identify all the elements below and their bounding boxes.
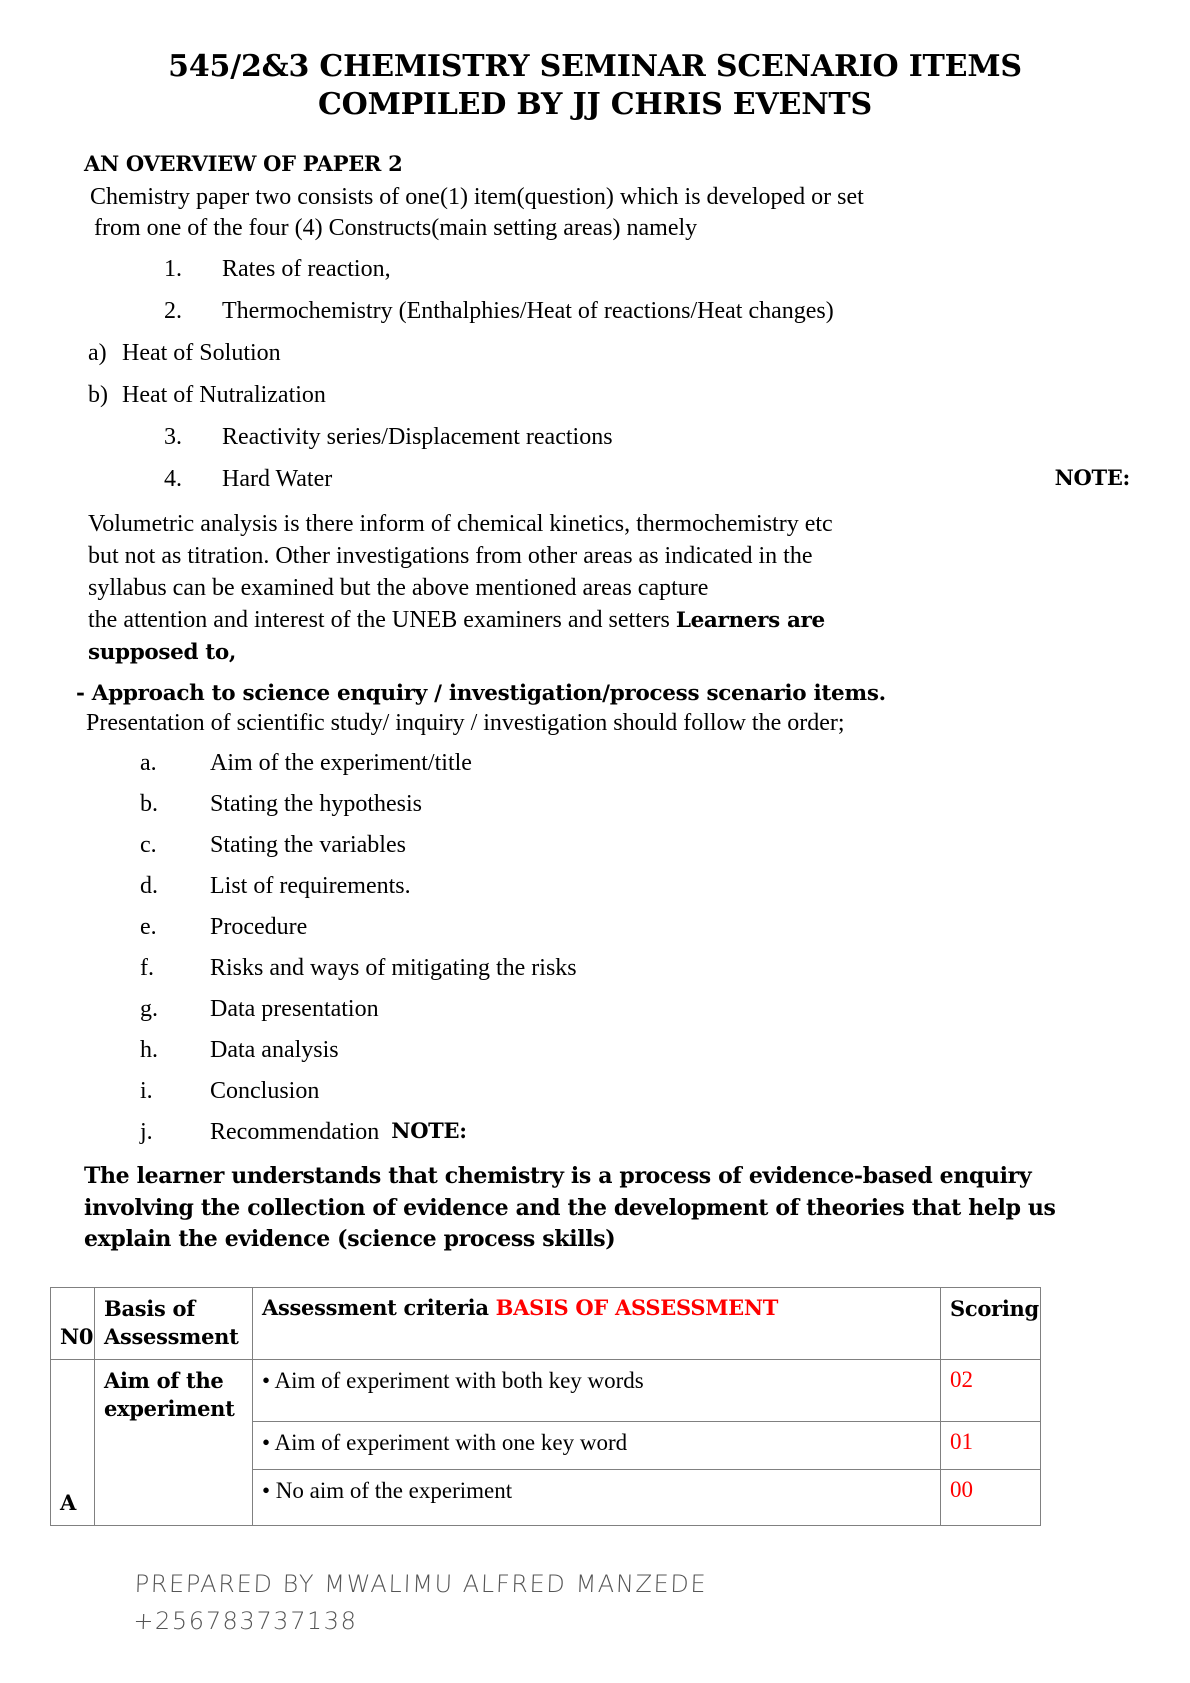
list-text: Aim of the experiment/title: [210, 750, 472, 777]
list-item: [84, 383, 1130, 407]
list-marker: d.: [140, 873, 158, 900]
list-text: Risks and ways of mitigating the risks: [210, 955, 577, 982]
table-header-criteria: [253, 1288, 941, 1360]
table-header-scoring: Scoring: [941, 1288, 1041, 1360]
group-basis-line-2: experiment: [104, 1396, 235, 1422]
table-header-row: [51, 1288, 1041, 1360]
closing-line-2: involving the collection of evidence and the development of theories that help us: [84, 1194, 1056, 1221]
list-item: [84, 956, 1130, 980]
list-text: Data analysis: [210, 1037, 339, 1064]
list-text: Recommendation: [210, 1119, 380, 1146]
document-title: [0, 0, 1190, 125]
table-row: [51, 1359, 1041, 1421]
list-marker: 1.: [164, 256, 182, 283]
list-item: [84, 1120, 1130, 1144]
constructs-list: [84, 257, 1130, 491]
table-header-no: N0: [51, 1288, 95, 1360]
list-marker: 2.: [164, 298, 182, 325]
title-line-2: COMPILED BY JJ CHRIS EVENTS: [317, 87, 873, 123]
note-line-4: [88, 605, 1130, 637]
list-item: [84, 874, 1130, 898]
approach-heading: - Approach to science enquiry / investigation/process scenario items.: [76, 681, 886, 707]
list-marker: a): [88, 340, 107, 367]
list-item: [84, 299, 1130, 323]
list-text: Heat of Solution: [122, 340, 281, 367]
list-marker: 4.: [164, 466, 182, 493]
closing-line-1: The learner understands that chemistry is a process of evidence-based enquiry: [84, 1163, 1032, 1190]
list-marker: b.: [140, 791, 158, 818]
table-cell-criteria: • Aim of experiment with both key words: [253, 1359, 941, 1421]
list-item: [84, 915, 1130, 939]
list-text: Procedure: [210, 914, 308, 941]
footer-phone: +256783737138: [132, 1606, 359, 1635]
table-cell-score: 01: [941, 1421, 1041, 1469]
overview-intro: [90, 182, 1130, 245]
table-cell-criteria: • No aim of the experiment: [253, 1469, 941, 1525]
title-line-1: 545/2&3 CHEMISTRY SEMINAR SCENARIO ITEMS: [168, 49, 1022, 84]
table-cell-group-basis: [95, 1359, 253, 1525]
list-text: Heat of Nutralization: [122, 382, 326, 409]
note-line-3: syllabus can be examined but the above mentioned areas capture: [88, 574, 709, 601]
list-marker: f.: [140, 955, 154, 982]
list-item: [84, 751, 1130, 775]
list-text: Hard Water: [222, 466, 333, 493]
closing-line-3: explain the evidence (science process skills): [84, 1225, 616, 1252]
overview-heading: AN OVERVIEW OF PAPER 2: [84, 150, 403, 176]
list-item: [84, 467, 1130, 491]
table-cell-score: 02: [941, 1359, 1041, 1421]
note-paragraph: [88, 509, 1130, 667]
note-line-1: Volumetric analysis is there inform of chemical kinetics, thermochemistry etc: [88, 511, 833, 538]
list-text: Conclusion: [210, 1078, 320, 1105]
table-header-criteria-plain: Assessment criteria: [262, 1295, 496, 1321]
group-basis-line-1: Aim of the: [104, 1367, 224, 1393]
list-marker: h.: [140, 1037, 158, 1064]
list-marker: a.: [140, 750, 157, 777]
table-header-basis-line-2: Assessment: [104, 1324, 239, 1350]
list-text: List of requirements.: [210, 873, 411, 900]
list-item: [84, 792, 1130, 816]
list-item: [84, 997, 1130, 1021]
list-item: [84, 1079, 1130, 1103]
overview-intro-line-1: Chemistry paper two consists of one(1) item(question) which is developed or set: [90, 183, 864, 210]
table-header-criteria-red: BASIS OF ASSESSMENT: [495, 1295, 779, 1321]
list-marker: 3.: [164, 424, 182, 451]
table-header-basis: [95, 1288, 253, 1360]
presentation-line: Presentation of scientific study/ inquiry / investigation should follow the order;: [86, 710, 845, 737]
list-item: [84, 425, 1130, 449]
list-marker: b): [88, 382, 108, 409]
list-text: Rates of reaction,: [222, 256, 391, 283]
steps-list: [84, 751, 1130, 1144]
list-marker: i.: [140, 1078, 153, 1105]
list-marker: e.: [140, 914, 157, 941]
list-item: [84, 257, 1130, 281]
document-body: [0, 151, 1190, 1640]
closing-paragraph: [84, 1161, 1130, 1255]
note-label: NOTE:: [391, 1118, 467, 1144]
note-line-5: supposed to,: [88, 639, 237, 665]
note-label: NOTE:: [1054, 465, 1130, 491]
list-marker: c.: [140, 832, 157, 859]
list-text: Data presentation: [210, 996, 379, 1023]
list-text: Thermochemistry (Enthalphies/Heat of reactions/Heat changes): [222, 298, 834, 325]
list-marker: j.: [140, 1119, 153, 1146]
footer-prepared-by: PREPARED BY MWALIMU ALFRED MANZEDE: [134, 1569, 708, 1598]
assessment-table: [50, 1287, 1041, 1526]
table-header-basis-line-1: Basis of: [104, 1296, 195, 1322]
list-text: Stating the hypothesis: [210, 791, 422, 818]
document-footer: [133, 1566, 1132, 1640]
note-line-4-bold: Learners are: [675, 607, 825, 633]
table-cell-group-letter: A: [51, 1359, 95, 1525]
list-marker: g.: [140, 996, 158, 1023]
note-line-2: but not as titration. Other investigations from other areas as indicated in the: [88, 543, 813, 570]
note-line-4-plain: the attention and interest of the UNEB examiners and setters: [88, 606, 676, 633]
table-cell-score: 00: [941, 1469, 1041, 1525]
list-text: Reactivity series/Displacement reactions: [222, 424, 613, 451]
list-item: [84, 341, 1130, 365]
list-item: [84, 833, 1130, 857]
list-item: [84, 1038, 1130, 1062]
overview-intro-line-2: from one of the four (4) Constructs(main setting areas) namely: [94, 215, 698, 242]
table-cell-criteria: • Aim of experiment with one key word: [253, 1421, 941, 1469]
list-text: Stating the variables: [210, 832, 406, 859]
assessment-table-wrapper: [50, 1287, 1040, 1526]
